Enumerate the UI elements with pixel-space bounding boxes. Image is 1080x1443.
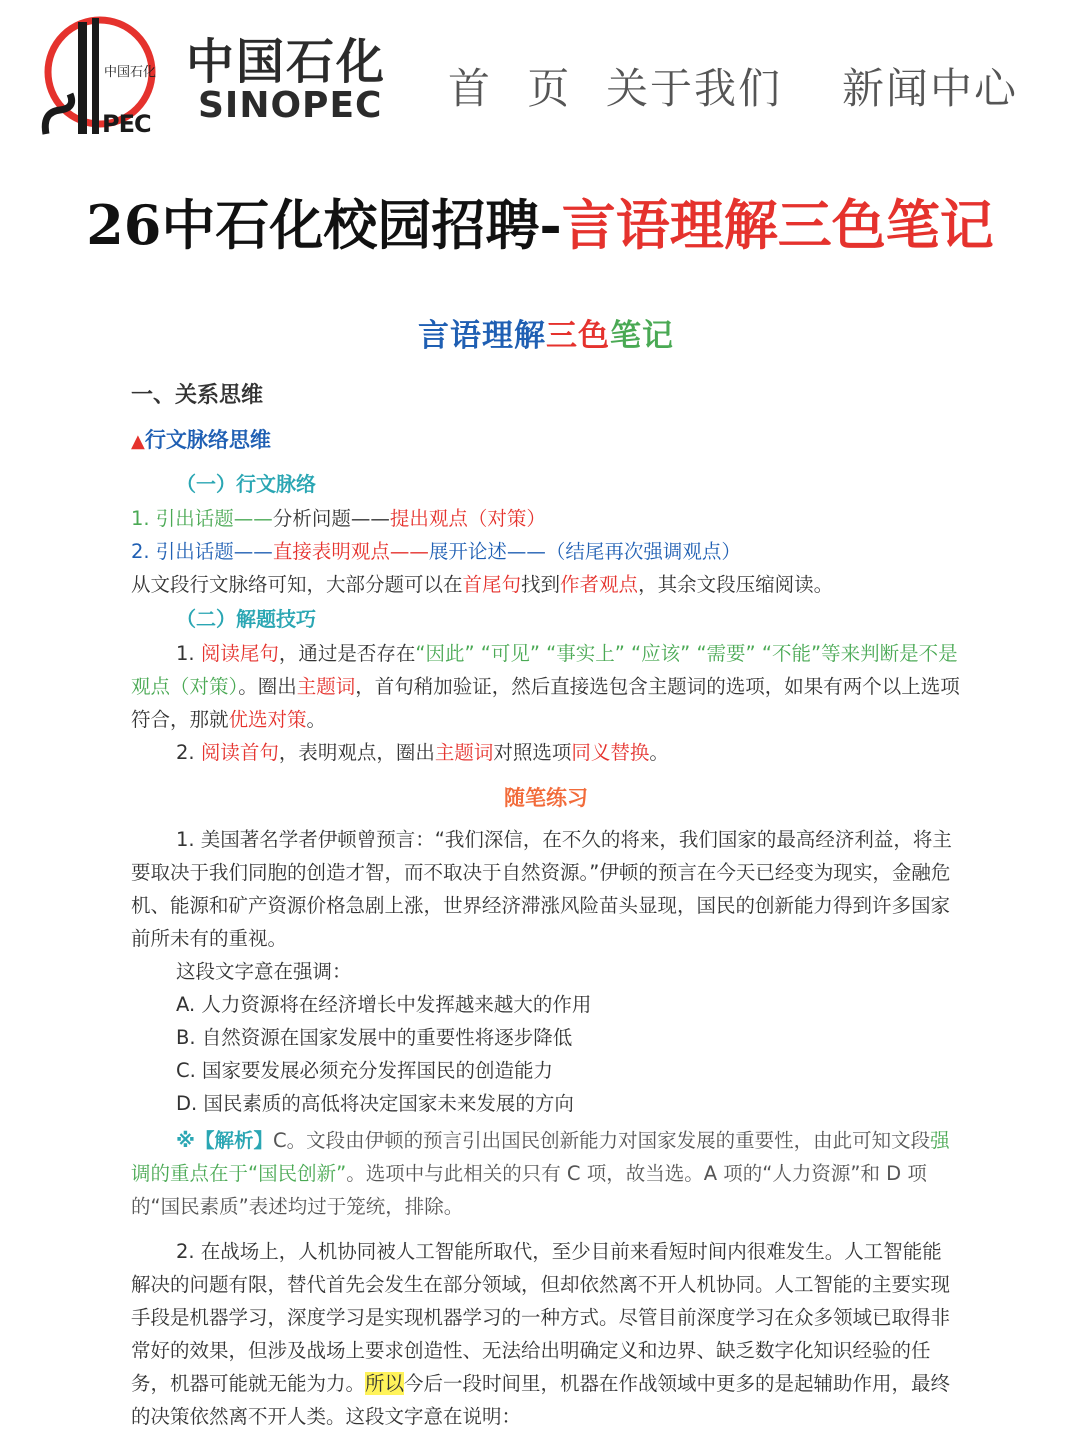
analysis-c: 。选项中与此相关的只有 C 项，故当选。A 项的“人力资源”和 D 项的“国民素质”表述均过于笼统，排除。	[131, 1162, 927, 1218]
main-nav	[0, 62, 1080, 122]
nav-about-us[interactable]: 关于我们	[606, 64, 783, 113]
notes-document	[131, 310, 961, 1433]
tip1-e: 。圈出	[238, 675, 297, 698]
svg-text:PEC: PEC	[102, 110, 151, 138]
tip2-d: 主题词	[434, 741, 494, 764]
line1-b: 分析问题——	[272, 507, 390, 530]
triangle-icon: ▲	[131, 431, 145, 452]
line2-a: 2. 引出话题——	[131, 540, 273, 563]
part1-heading: （一）行文脉络	[176, 472, 316, 496]
tip-2	[131, 736, 961, 769]
tip1-c: ，通过是否存在	[278, 642, 416, 665]
page-title-part2: 言语理解三色笔记	[561, 193, 994, 257]
subtitle-part-a: 言语理解	[418, 318, 546, 354]
subsection-heading	[131, 420, 961, 462]
tip2-f: 同义替换	[571, 741, 650, 764]
summary-d: 作者观点	[560, 573, 639, 596]
site-header	[0, 0, 1080, 160]
analysis-label: ※【解析】	[176, 1129, 273, 1152]
tip1-b: 阅读尾句	[200, 642, 279, 665]
summary-a: 从文段行文脉络可知，大部分题可以在	[131, 573, 463, 596]
question-1-stem: 1. 美国著名学者伊顿曾预言：“我们深信，在不久的将来，我们国家的最高经济利益，将主要取决于我们同胞的创造才智，而不取决于自然资源。”伊顿的预言在今天已经变为现实，金融危机、能源和矿产资源价格急剧上涨，世界经济滞涨风险苗头显现，国民的创新能力得到许多国家前所未有的重视。	[131, 828, 952, 950]
tip2-g: 。	[649, 741, 669, 764]
logo-seal-text: 中国石化	[104, 65, 157, 80]
practice-heading: 随笔练习	[504, 786, 588, 810]
q2-highlight: 所以	[365, 1372, 405, 1395]
question-2-stem	[131, 1235, 961, 1433]
subsection-heading-text: 行文脉络思维	[144, 428, 271, 452]
option-d: D. 国民素质的高低将决定国家未来发展的方向	[176, 1092, 574, 1115]
subtitle-part-c: 笔记	[610, 318, 674, 354]
nav-home[interactable]: 首 页	[448, 64, 582, 113]
logo-chinese-name: 中国石化	[186, 34, 387, 90]
tip1-f: 主题词	[296, 675, 356, 698]
line1-c: 提出观点（对策）	[389, 507, 546, 530]
q2-text-b: 今后一段时间里，机器在作战领域中更多的是起辅助作用，最终的决策依然离不开人类。这段文字意在说明：	[131, 1372, 951, 1428]
tip2-c: ，表明观点，圈出	[278, 741, 435, 764]
section-heading: 一、关系思维	[131, 383, 264, 408]
summary-c: 找到	[521, 573, 561, 596]
tip2-b: 阅读首句	[200, 741, 279, 764]
tip1-g: ，首句稍加验证，然后直接选包含主题词的选项，如果有两个以上选项符合，那就	[131, 675, 960, 731]
tip1-h: 优选对策	[228, 708, 307, 731]
tip-1	[131, 637, 961, 736]
option-a: A. 人力资源将在经济增长中发挥越来越大的作用	[176, 993, 592, 1016]
tip1-a: 1.	[176, 642, 201, 665]
line2-c: 展开论述——（结尾再次强调观点）	[428, 540, 741, 563]
page-title	[0, 190, 1080, 260]
summary-e: ，其余文段压缩阅读。	[638, 573, 834, 596]
page-title-part1: 26中石化校园招聘-	[86, 193, 562, 257]
analysis-a: C。文段由伊顿的预言引出国民创新能力对国家发展的重要性，由此可知文段	[272, 1129, 931, 1152]
tip2-a: 2.	[176, 741, 201, 764]
question-1-prompt: 这段文字意在强调：	[176, 960, 352, 983]
tip1-d: “因此” “可见” “事实上” “应该” “需要” “不能”等来判断是不是观点（对策）	[131, 642, 958, 698]
tip2-e: 对照选项	[493, 741, 572, 764]
logo-english-name: SINOPEC	[198, 85, 383, 126]
nav-news-center[interactable]: 新闻中心	[842, 64, 1019, 113]
line1-a: 1. 引出话题——	[131, 507, 273, 530]
q2-text-a: 2. 在战场上，人机协同被人工智能所取代，至少目前来看短时间内很难发生。人工智能能解决的问题有限，替代首先会发生在部分领域，但却依然离不开人机协同。人工智能的主要实现手段是机器学习，深度学习是实现机器学习的一种方式。尽管目前深度学习在众多领域已取得非常好的效果，但涉及战场上要求创造性、无法给出明确定义和边界、缺乏数字化知识经验的任务，机器可能就无能为力。	[131, 1240, 951, 1395]
line2-b: 直接表明观点——	[272, 540, 429, 563]
tip1-i: 。	[306, 708, 327, 731]
analysis-b: 强调的重点在于“国民创新”	[131, 1129, 950, 1185]
summary-b: 首尾句	[462, 573, 522, 596]
subtitle-part-b: 三色	[546, 318, 610, 354]
option-c: C. 国家要发展必须充分发挥国民的创造能力	[176, 1059, 554, 1082]
structure-summary	[131, 568, 961, 601]
question-1-analysis	[131, 1124, 961, 1223]
option-b: B. 自然资源在国家发展中的重要性将逐步降低	[176, 1026, 573, 1049]
structure-line-1	[131, 502, 961, 535]
document-subtitle	[131, 310, 961, 362]
part2-heading: （二）解题技巧	[176, 607, 316, 631]
structure-line-2	[131, 535, 961, 568]
